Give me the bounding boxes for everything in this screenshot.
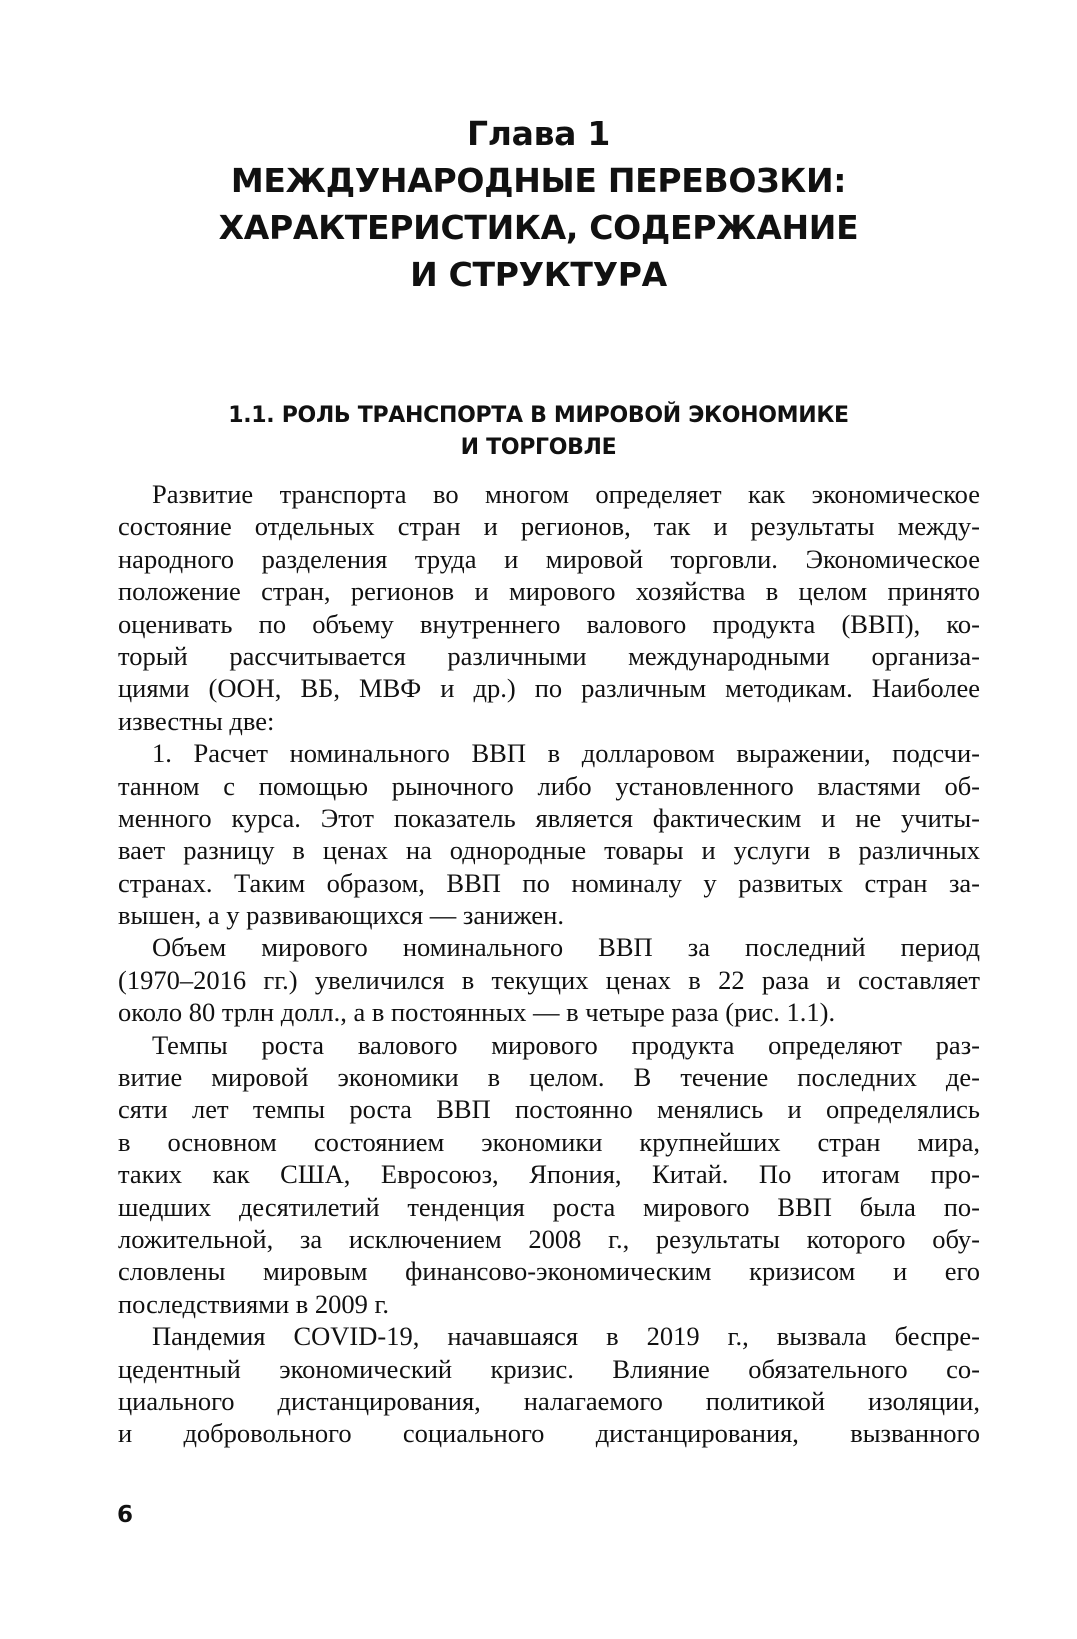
- chapter-title-line: И СТРУКТУРА: [410, 255, 667, 294]
- text-line: Пандемия COVID-19, начавшаяся в 2019 г., вызвала беспре-: [152, 1321, 980, 1352]
- text-line: вышен, а у развивающихся — занижен.: [118, 900, 564, 931]
- paragraph: [118, 478, 980, 737]
- section-heading: [0, 400, 1077, 464]
- text-line: вает разницу в ценах на однородные товары и услуги в различных: [118, 835, 980, 866]
- section-title-line: И ТОРГОВЛЕ: [460, 435, 617, 460]
- text-line: 1. Расчет номинального ВВП в долларовом выражении, подсчи-: [152, 738, 980, 769]
- paragraph: [118, 1320, 980, 1450]
- text-line: менного курса. Этот показатель является фактическим и не учиты-: [118, 802, 980, 833]
- text-line: известны две:: [118, 705, 275, 736]
- text-line: состояние отдельных стран и регионов, так и результаты между-: [118, 511, 980, 542]
- text-line: словлены мировым финансово-экономическим кризисом и его: [118, 1256, 980, 1287]
- text-line: положение стран, регионов и мирового хозяйства в целом принято: [118, 576, 980, 607]
- text-line: цедентный экономический кризис. Влияние обязательного со-: [118, 1353, 980, 1384]
- text-line: оценивать по объему внутреннего валового продукта (ВВП), ко-: [118, 608, 980, 639]
- text-line: Объем мирового номинального ВВП за последний период: [152, 932, 980, 963]
- chapter-label: Глава 1: [467, 114, 610, 153]
- text-line: таких как США, Евросоюз, Япония, Китай. По итогам про-: [118, 1159, 980, 1190]
- chapter-heading: [0, 110, 1077, 298]
- text-line: странах. Таким образом, ВВП по номиналу у развитых стран за-: [118, 867, 980, 898]
- text-line: Темпы роста валового мирового продукта определяют раз-: [152, 1029, 980, 1060]
- paragraph: [118, 737, 980, 931]
- page-number: 6: [117, 1502, 134, 1528]
- text-line: ложительной, за исключением 2008 г., результаты которого обу-: [118, 1223, 980, 1254]
- text-line: сяти лет темпы роста ВВП постоянно менялись и определялись: [118, 1094, 980, 1125]
- paragraph: [118, 931, 980, 1028]
- text-line: (1970–2016 гг.) увеличился в текущих ценах в 22 раза и составляет: [118, 964, 980, 995]
- section-title-line: 1.1. РОЛЬ ТРАНСПОРТА В МИРОВОЙ ЭКОНОМИКЕ: [228, 403, 849, 428]
- text-line: шедших десятилетий тенденция роста мирового ВВП была по-: [118, 1191, 980, 1222]
- text-line: народного разделения труда и мировой торговли. Экономическое: [118, 543, 980, 574]
- text-line: последствиями в 2009 г.: [118, 1288, 390, 1319]
- body-text: [118, 478, 980, 1450]
- text-line: витие мировой экономики в целом. В течение последних де-: [118, 1062, 980, 1093]
- text-line: Развитие транспорта во многом определяет как экономическое: [152, 479, 980, 509]
- text-line: танном с помощью рыночного либо установленного властями об-: [118, 770, 980, 801]
- paragraph: [118, 1029, 980, 1321]
- text-line: циями (ООН, ВБ, МВФ и др.) по различным методикам. Наиболее: [118, 673, 980, 704]
- chapter-title-line: ХАРАКТЕРИСТИКА, СОДЕРЖАНИЕ: [218, 208, 859, 247]
- text-line: около 80 трлн долл., а в постоянных — в четыре раза (рис. 1.1).: [118, 997, 836, 1028]
- text-line: и добровольного социального дистанцирования, вызванного: [118, 1418, 980, 1449]
- chapter-title-line: МЕЖДУНАРОДНЫЕ ПЕРЕВОЗКИ:: [230, 161, 847, 200]
- text-line: в основном состоянием экономики крупнейших стран мира,: [118, 1126, 980, 1157]
- text-line: циального дистанцирования, налагаемого политикой изоляции,: [118, 1385, 980, 1416]
- text-line: торый рассчитывается различными международными организа-: [118, 640, 980, 671]
